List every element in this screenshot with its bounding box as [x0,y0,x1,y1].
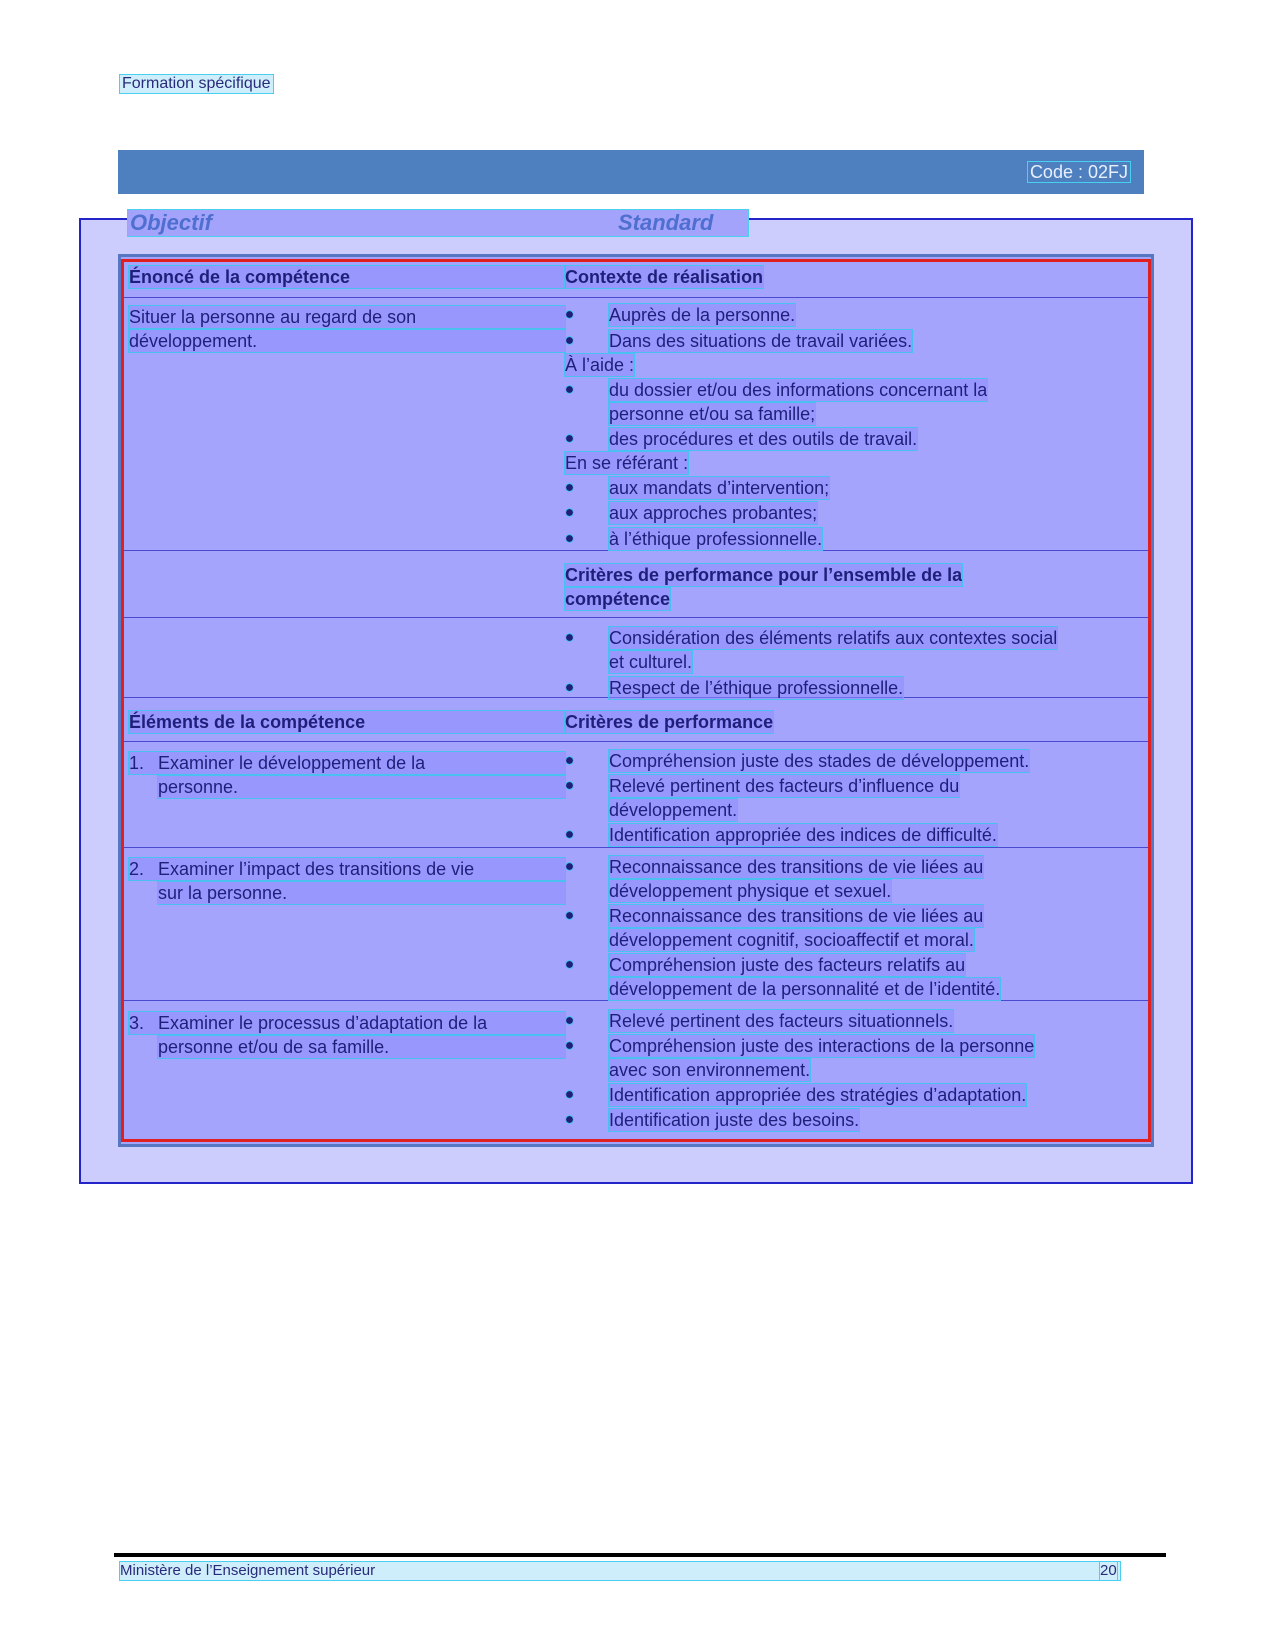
section-headings [128,210,748,236]
table-rule [124,617,1148,618]
context-item: personne et/ou sa famille; [609,404,816,424]
bullet-icon [566,1017,573,1024]
code-banner [118,150,1144,194]
criterion: développement. [609,800,738,820]
context-item: Dans des situations de travail variées. [609,331,913,351]
bullet-icon [566,484,573,491]
competency-statement: développement. [129,330,565,352]
elements-column-header: Éléments de la compétence [129,711,565,733]
context-item: du dossier et/ou des informations concernant la [609,380,988,400]
table-rule [124,297,1148,298]
criterion: Identification appropriée des stratégies d’adaptation. [609,1085,1027,1105]
footer-divider [114,1553,1166,1557]
criterion: Reconnaissance des transitions de vie liées au [609,857,984,877]
criterion: Compréhension juste des interactions de la personne [609,1036,1035,1056]
context-item: aux mandats d’intervention; [609,478,830,498]
context-column-header: Contexte de réalisation [565,267,764,287]
context-item: aux approches probantes; [609,503,818,523]
criterion: Identification appropriée des indices de difficulté. [609,825,997,845]
competency-statement: Situer la personne au regard de son [129,306,565,328]
bullet-icon [566,509,573,516]
element-3 [129,1012,565,1034]
criteria-column-header: Critères de performance [565,712,774,732]
table-rule [124,741,1148,742]
bullet-icon [566,782,573,789]
page-number: 20 [1100,1562,1117,1579]
standard-heading: Standard [618,210,714,235]
bullet-icon [566,684,573,691]
bullet-icon [566,311,573,318]
criterion: développement de la personnalité et de l’identité. [609,979,1001,999]
context-item: des procédures et des outils de travail. [609,429,918,449]
bullet-icon [566,1042,573,1049]
criterion: avec son environnement. [609,1060,811,1080]
bullet-icon [566,757,573,764]
element-text: Examiner l’impact des transitions de vie [158,859,475,879]
element-number: 2. [129,859,145,879]
element-text: personne et/ou de sa famille. [158,1036,565,1058]
context-item: à l’éthique professionnelle. [609,529,823,549]
bullet-icon [566,1116,573,1123]
element-2 [129,858,565,880]
element-number: 3. [129,1013,145,1033]
context-subheading: À l’aide : [565,355,635,375]
criterion: Compréhension juste des stades de développement. [609,751,1030,771]
element-text: Examiner le développement de la [158,753,426,773]
criterion: Reconnaissance des transitions de vie liées au [609,906,984,926]
criterion: Compréhension juste des facteurs relatifs au [609,955,966,975]
bullet-icon [566,634,573,641]
overall-criteria-header: compétence [565,589,671,609]
bullet-icon [566,535,573,542]
element-number: 1. [129,753,145,773]
objective-heading: Objectif [130,210,212,235]
element-1 [129,752,565,774]
context-subheading: En se référant : [565,453,689,473]
criterion: développement physique et sexuel. [609,881,892,901]
element-text: Examiner le processus d’adaptation de la [158,1013,488,1033]
bullet-icon [566,831,573,838]
statement-column-header: Énoncé de la compétence [129,266,565,288]
overall-criterion: Respect de l’éthique professionnelle. [609,678,904,698]
table-rule [124,550,1148,551]
table-rule [124,1000,1148,1001]
document-header-label: Formation spécifique [122,75,271,92]
bullet-icon [566,435,573,442]
element-text: sur la personne. [158,882,565,904]
criterion: Relevé pertinent des facteurs d’influence du [609,776,960,796]
overall-criteria-header: Critères de performance pour l’ensemble de la [565,565,963,585]
bullet-icon [566,961,573,968]
context-item: Auprès de la personne. [609,305,796,325]
criterion: Identification juste des besoins. [609,1110,860,1130]
table-rule [124,847,1148,848]
bullet-icon [566,386,573,393]
bullet-icon [566,337,573,344]
bullet-icon [566,1091,573,1098]
footer-ministry: Ministère de l’Enseignement supérieur [120,1562,1120,1580]
competency-code: Code : 02FJ [1029,162,1128,182]
bullet-icon [566,863,573,870]
criterion: Relevé pertinent des facteurs situationnels. [609,1011,954,1031]
element-text: personne. [158,776,565,798]
overall-criterion: et culturel. [609,652,693,672]
criterion: développement cognitif, socioaffectif et moral. [609,930,974,950]
bullet-icon [566,912,573,919]
overall-criterion: Considération des éléments relatifs aux contextes social [609,628,1058,648]
